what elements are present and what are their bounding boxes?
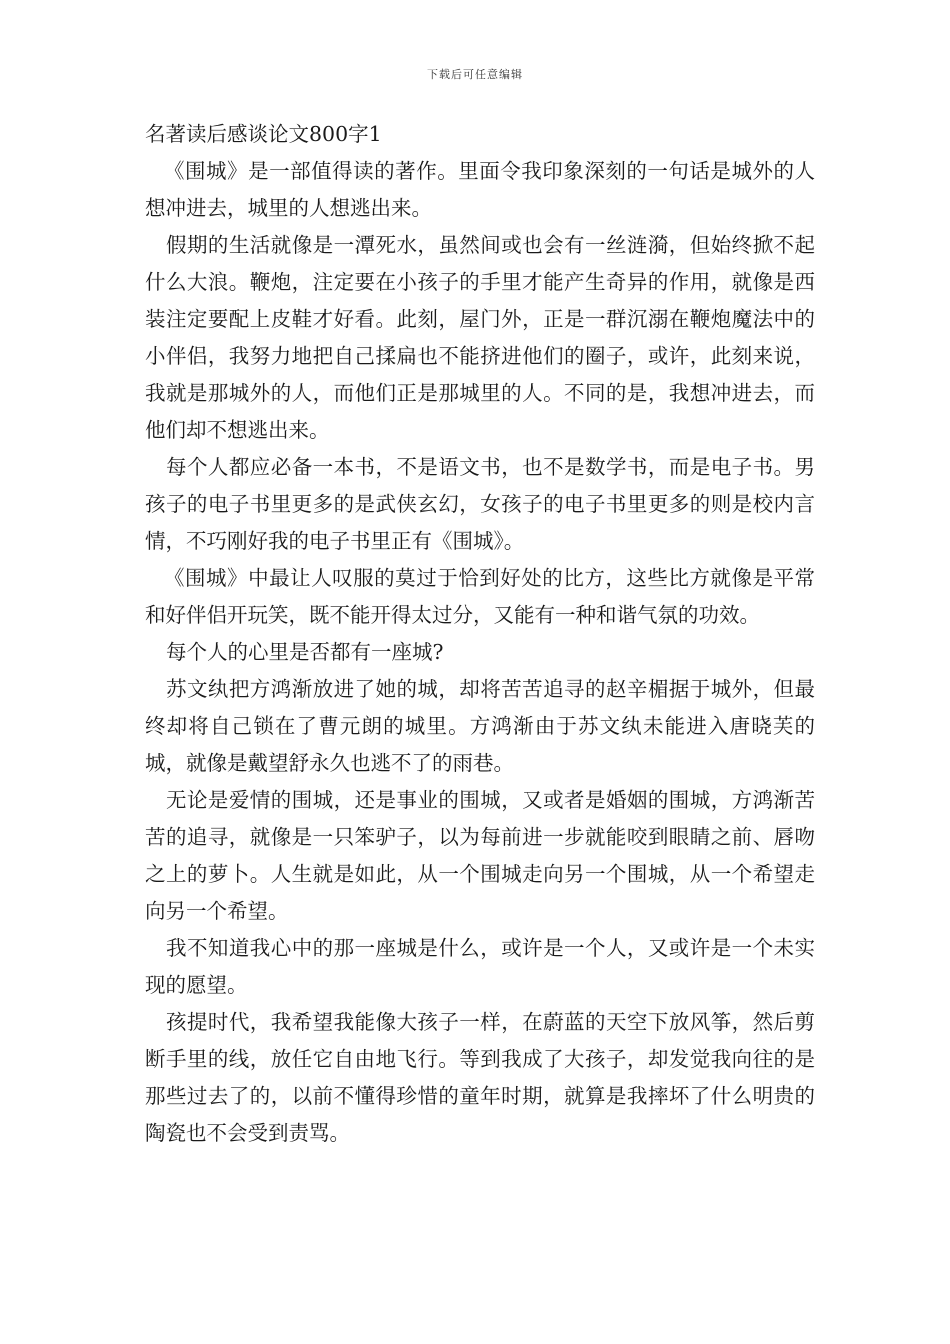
paragraph: 每个人的心里是否都有一座城? [166,640,444,664]
paragraph: 无论是爱情的围城，还是事业的围城，又或者是婚姻的围城，方鸿渐苦苦的追寻，就像是一只笨驴子，以为每前进一步就能咬到眼睛之前、唇吻之上的萝卜。人生就是如此，从一个围城走向另一个围城，从一个希望走向另一个希望。 [145,788,815,923]
paragraph: 《围城》中最让人叹服的莫过于恰到好处的比方，这些比方就像是平常和好伴侣开玩笑，既不能开得太过分，又能有一种和谐气氛的功效。 [145,566,815,627]
paragraph: 苏文纨把方鸿渐放进了她的城，却将苦苦追寻的赵辛楣据于城外，但最终却将自己锁在了曹元朗的城里。方鸿渐由于苏文纨未能进入唐晓芙的城，就像是戴望舒永久也逃不了的雨巷。 [145,677,815,775]
document-title: 名著读后感谈论文800字1 [145,122,382,146]
document-body [145,116,815,1152]
paragraph: 我不知道我心中的那一座城是什么，或许是一个人，又或许是一个未实现的愿望。 [145,936,815,997]
page-header-note: 下载后可任意编辑 [427,68,523,81]
paragraph: 《围城》是一部值得读的著作。里面令我印象深刻的一句话是城外的人想冲进去，城里的人想逃出来。 [145,159,815,220]
paragraph: 每个人都应必备一本书，不是语文书，也不是数学书，而是电子书。男孩子的电子书里更多的是武侠玄幻，女孩子的电子书里更多的则是校内言情，不巧刚好我的电子书里正有《围城》。 [145,455,815,553]
paragraph: 假期的生活就像是一潭死水，虽然间或也会有一丝涟漪，但始终掀不起什么大浪。鞭炮，注定要在小孩子的手里才能产生奇异的作用，就像是西装注定要配上皮鞋才好看。此刻，屋门外，正是一群沉溺在鞭炮魔法中的小伴侣，我努力地把自己揉扁也不能挤进他们的圈子，或许，此刻来说，我就是那城外的人，而他们正是那城里的人。不同的是，我想冲进去，而他们却不想逃出来。 [145,233,815,442]
paragraph: 孩提时代，我希望我能像大孩子一样，在蔚蓝的天空下放风筝，然后剪断手里的线，放任它自由地飞行。等到我成了大孩子，却发觉我向往的是那些过去了的，以前不懂得珍惜的童年时期，就算是我摔坏了什么明贵的陶瓷也不会受到责骂。 [145,1010,815,1145]
